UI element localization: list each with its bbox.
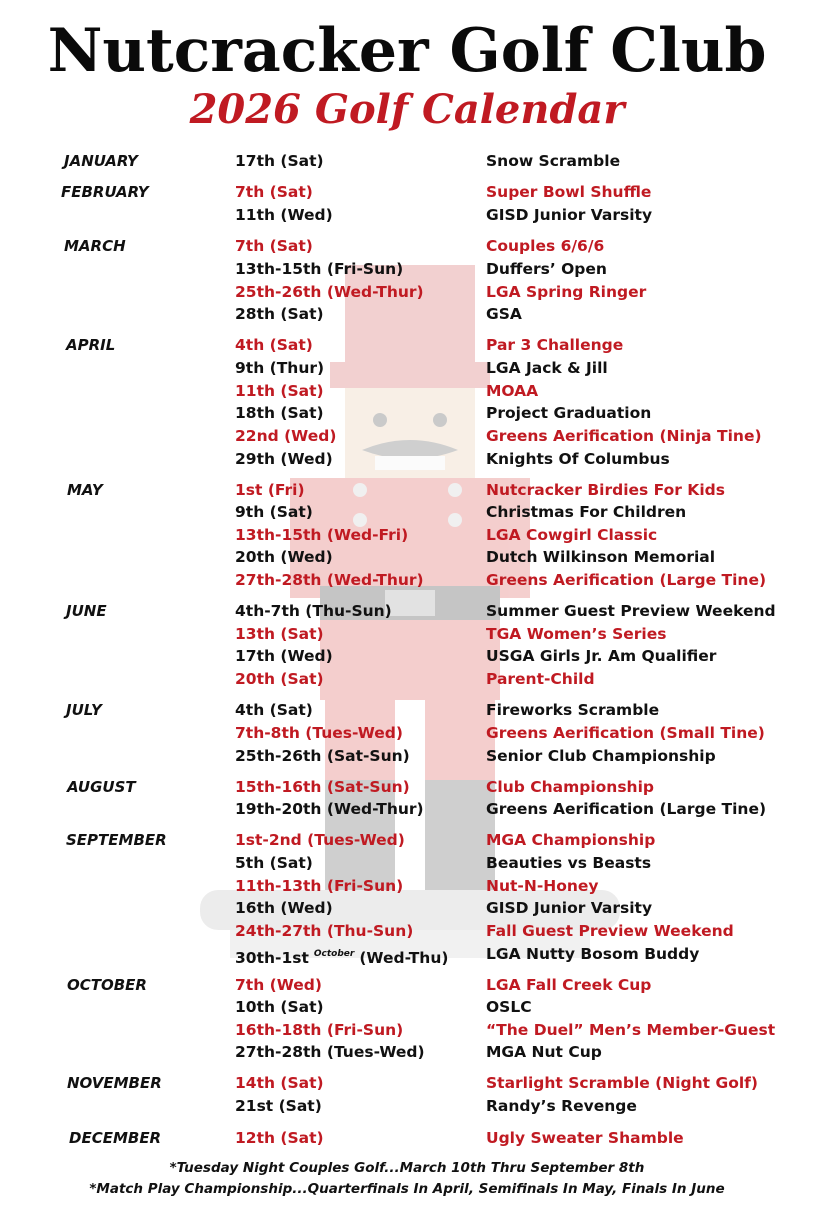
event-name: Club Championship: [486, 778, 654, 796]
calendar-row: [0, 204, 814, 226]
event-name: Dutch Wilkinson Memorial: [486, 548, 716, 566]
calendar-row: [0, 181, 814, 203]
calendar-row: [0, 1072, 814, 1094]
month-label: JULY: [66, 701, 102, 719]
event-date: 13th-15th (Fri-Sun): [235, 260, 404, 278]
calendar-row: [0, 235, 814, 257]
event-name: Greens Aerification (Large Tine): [486, 571, 767, 589]
event-date-days: (Wed-Thu): [359, 949, 449, 967]
event-name: Par 3 Challenge: [486, 336, 624, 354]
event-date: 18th (Sat): [235, 404, 324, 422]
event-date: 28th (Sat): [235, 305, 324, 323]
event-date: 22nd (Wed): [235, 427, 337, 445]
month-label: JANUARY: [64, 152, 138, 170]
calendar-row: [0, 1019, 814, 1041]
event-date: 29th (Wed): [235, 450, 333, 468]
event-name: Ugly Sweater Shamble: [486, 1129, 684, 1147]
event-name: Snow Scramble: [486, 152, 621, 170]
calendar-row: [0, 623, 814, 645]
calendar-row: [0, 875, 814, 897]
event-date: 20th (Sat): [235, 670, 324, 688]
event-name: Randy’s Revenge: [486, 1097, 637, 1115]
month-label: FEBRUARY: [61, 183, 149, 201]
calendar-row: [0, 448, 814, 470]
event-name: Super Bowl Shuffle: [486, 183, 652, 201]
event-date: [235, 943, 448, 969]
event-name: Summer Guest Preview Weekend: [486, 602, 776, 620]
event-name: Starlight Scramble (Night Golf): [486, 1074, 758, 1092]
calendar-row: [0, 897, 814, 919]
event-name: Nut-N-Honey: [486, 877, 599, 895]
event-name: TGA Women’s Series: [486, 625, 667, 643]
calendar-row: [0, 479, 814, 501]
event-date: 7th (Wed): [235, 976, 322, 994]
calendar-row: [0, 974, 814, 996]
calendar-row: [0, 425, 814, 447]
calendar-row: [0, 645, 814, 667]
event-date: 27th-28th (Wed-Thur): [235, 571, 424, 589]
event-name: MGA Nut Cup: [486, 1043, 602, 1061]
event-date: 11th-13th (Fri-Sun): [235, 877, 404, 895]
event-date: 17th (Sat): [235, 152, 324, 170]
calendar-row: [0, 258, 814, 280]
event-date: 14th (Sat): [235, 1074, 324, 1092]
footnote: *Tuesday Night Couples Golf...March 10th Thru September 8th: [169, 1160, 645, 1176]
calendar-row: [0, 600, 814, 622]
event-date: 7th (Sat): [235, 237, 313, 255]
event-date: 16th (Wed): [235, 899, 333, 917]
event-date: 12th (Sat): [235, 1129, 324, 1147]
event-date: 17th (Wed): [235, 647, 333, 665]
event-name: LGA Jack & Jill: [486, 359, 608, 377]
event-date: 27th-28th (Tues-Wed): [235, 1043, 425, 1061]
event-date: 11th (Sat): [235, 382, 324, 400]
calendar-row: [0, 852, 814, 874]
calendar-row: [0, 920, 814, 942]
calendar-row: [0, 798, 814, 820]
event-date: 7th-8th (Tues-Wed): [235, 724, 403, 742]
calendar-row: [0, 303, 814, 325]
calendar-row: [0, 281, 814, 303]
event-name: Fireworks Scramble: [486, 701, 660, 719]
calendar-row: [0, 501, 814, 523]
event-name: LGA Cowgirl Classic: [486, 526, 658, 544]
calendar-row: [0, 380, 814, 402]
event-date: 13th (Sat): [235, 625, 324, 643]
calendar-row: [0, 334, 814, 356]
event-date: 20th (Wed): [235, 548, 333, 566]
event-date: 13th-15th (Wed-Fri): [235, 526, 409, 544]
month-label: SEPTEMBER: [66, 831, 167, 849]
footnote: *Match Play Championship...Quarterfinals In April, Semifinals In May, Finals In June: [89, 1181, 725, 1197]
calendar-row: [0, 668, 814, 690]
event-date: 1st (Fri): [235, 481, 305, 499]
calendar-row: [0, 699, 814, 721]
event-name: Parent-Child: [486, 670, 595, 688]
event-name: GISD Junior Varsity: [486, 206, 653, 224]
page-subtitle: 2026 Golf Calendar: [189, 86, 625, 133]
calendar-row: [0, 569, 814, 591]
event-date: 10th (Sat): [235, 998, 324, 1016]
event-name: OSLC: [486, 998, 532, 1016]
calendar-row: [0, 402, 814, 424]
calendar-row: [0, 524, 814, 546]
event-name: Greens Aerification (Ninja Tine): [486, 427, 762, 445]
event-date: 9th (Thur): [235, 359, 325, 377]
calendar-row: [0, 745, 814, 767]
event-name: Fall Guest Preview Weekend: [486, 922, 734, 940]
calendar-row: [0, 829, 814, 851]
event-date: 25th-26th (Sat-Sun): [235, 747, 410, 765]
month-label: MARCH: [64, 237, 126, 255]
event-name: Senior Club Championship: [486, 747, 716, 765]
calendar-row: [0, 943, 814, 965]
month-label: MAY: [67, 481, 103, 499]
event-date: 25th-26th (Wed-Thur): [235, 283, 424, 301]
event-name: Duffers’ Open: [486, 260, 607, 278]
event-name: Christmas For Children: [486, 503, 687, 521]
event-date: 15th-16th (Sat-Sun): [235, 778, 410, 796]
month-label: JUNE: [66, 602, 107, 620]
event-name: MGA Championship: [486, 831, 656, 849]
event-date: 11th (Wed): [235, 206, 333, 224]
calendar-row: [0, 722, 814, 744]
event-date-main: 30th-1st: [235, 949, 309, 967]
calendar-row: [0, 1041, 814, 1063]
event-date: 4th (Sat): [235, 701, 313, 719]
event-date-superscript: October: [313, 949, 355, 959]
month-label: AUGUST: [67, 778, 136, 796]
event-date: 19th-20th (Wed-Thur): [235, 800, 424, 818]
month-label: OCTOBER: [67, 976, 147, 994]
calendar-row: [0, 150, 814, 172]
event-name: Knights Of Columbus: [486, 450, 670, 468]
event-date: 9th (Sat): [235, 503, 313, 521]
event-name: Greens Aerification (Small Tine): [486, 724, 765, 742]
calendar-row: [0, 1127, 814, 1149]
month-label: DECEMBER: [69, 1129, 162, 1147]
calendar-row: [0, 1095, 814, 1117]
event-date: 7th (Sat): [235, 183, 313, 201]
event-name: GSA: [486, 305, 522, 323]
event-date: 1st-2nd (Tues-Wed): [235, 831, 405, 849]
event-date: 21st (Sat): [235, 1097, 322, 1115]
event-name: LGA Fall Creek Cup: [486, 976, 652, 994]
calendar-row: [0, 776, 814, 798]
event-name: LGA Spring Ringer: [486, 283, 647, 301]
calendar-row: [0, 357, 814, 379]
month-label: APRIL: [66, 336, 116, 354]
event-name: Beauties vs Beasts: [486, 854, 652, 872]
month-label: NOVEMBER: [67, 1074, 162, 1092]
calendar-row: [0, 546, 814, 568]
event-date: 5th (Sat): [235, 854, 313, 872]
event-name: GISD Junior Varsity: [486, 899, 653, 917]
calendar-row: [0, 996, 814, 1018]
event-name: Greens Aerification (Large Tine): [486, 800, 767, 818]
event-name: USGA Girls Jr. Am Qualifier: [486, 647, 717, 665]
event-name: Project Graduation: [486, 404, 652, 422]
event-name: “The Duel” Men’s Member-Guest: [486, 1021, 776, 1039]
event-name: LGA Nutty Bosom Buddy: [486, 945, 700, 963]
event-date: 24th-27th (Thu-Sun): [235, 922, 414, 940]
event-name: Nutcracker Birdies For Kids: [486, 481, 725, 499]
event-date: 4th (Sat): [235, 336, 313, 354]
page-title: Nutcracker Golf Club: [47, 16, 767, 86]
event-name: Couples 6/6/6: [486, 237, 605, 255]
event-date: 16th-18th (Fri-Sun): [235, 1021, 404, 1039]
event-name: MOAA: [486, 382, 539, 400]
event-date: 4th-7th (Thu-Sun): [235, 602, 392, 620]
